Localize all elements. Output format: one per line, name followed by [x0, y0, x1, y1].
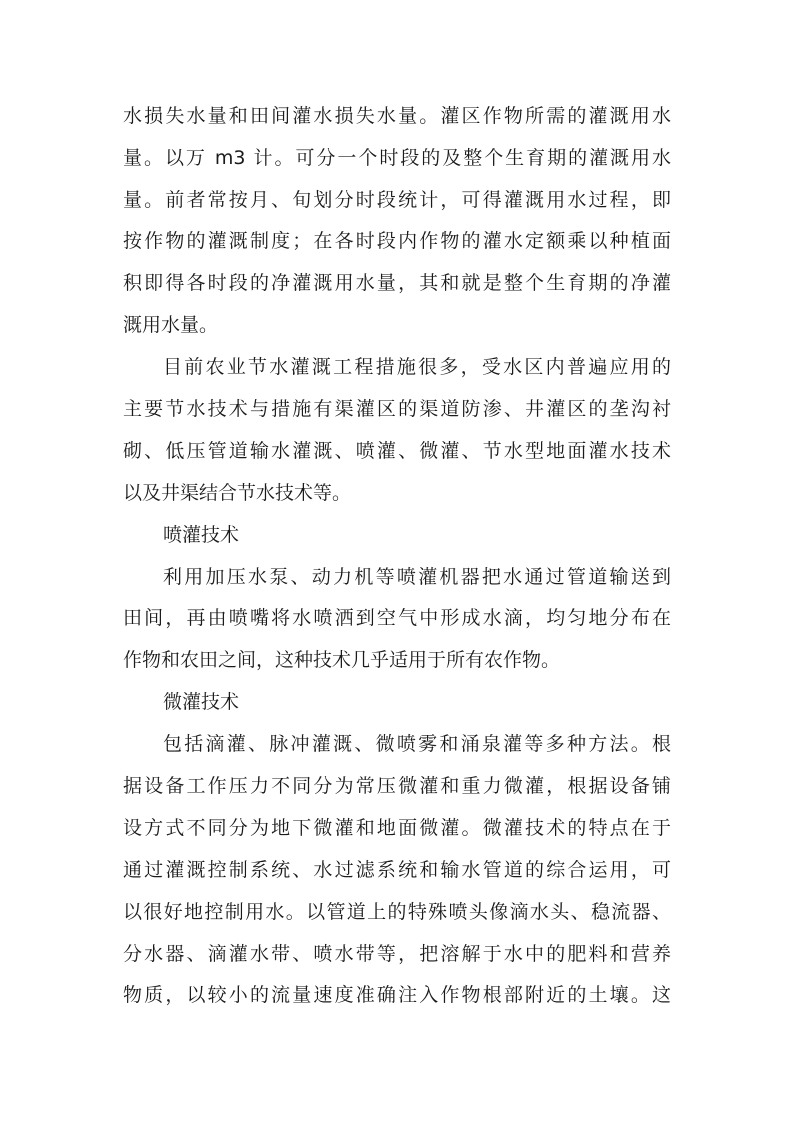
paragraph-line: 水损失水量和田间灌水损失水量。灌区作物所需的灌溉用水: [123, 105, 671, 127]
paragraph-line: 物质，以较小的流量速度准确注入作物根部附近的土壤。这: [123, 984, 671, 1006]
paragraph-line: 通过灌溉控制系统、水过滤系统和输水管道的综合运用，可: [123, 859, 671, 881]
paragraph-line: 砌、低压管道输水灌溉、喷灌、微灌、节水型地面灌水技术: [123, 440, 671, 462]
paragraph-line: 作物和农田之间，这种技术几乎适用于所有农作物。: [123, 649, 561, 671]
paragraph-line: 据设备工作压力不同分为常压微灌和重力微灌，根据设备铺: [123, 775, 671, 797]
paragraph-line: 积即得各时段的净灌溉用水量，其和就是整个生育期的净灌: [123, 272, 671, 294]
paragraph-line: 量。以万 m3 计。可分一个时段的及整个生育期的灌溉用水: [123, 147, 671, 169]
paragraph-line: 包括滴灌、脉冲灌溉、微喷雾和涌泉灌等多种方法。根: [163, 733, 671, 755]
paragraph-line: 分水器、滴灌水带、喷水带等，把溶解于水中的肥料和营养: [123, 943, 671, 965]
paragraph-line: 以及井渠结合节水技术等。: [123, 482, 352, 504]
section-heading: 喷灌技术: [163, 524, 240, 546]
paragraph-line: 按作物的灌溉制度；在各时段内作物的灌水定额乘以种植面: [123, 230, 671, 252]
paragraph-line: 目前农业节水灌溉工程措施很多，受水区内普遍应用的: [163, 356, 671, 378]
paragraph-line: 溉用水量。: [123, 314, 219, 336]
section-heading: 微灌技术: [163, 691, 240, 713]
paragraph-line: 以很好地控制用水。以管道上的特殊喷头像滴水头、稳流器、: [123, 901, 671, 923]
paragraph-line: 利用加压水泵、动力机等喷灌机器把水通过管道输送到: [163, 566, 671, 588]
paragraph-line: 设方式不同分为地下微灌和地面微灌。微灌技术的特点在于: [123, 817, 671, 839]
paragraph-line: 田间，再由喷嘴将水喷洒到空气中形成水滴，均匀地分布在: [123, 607, 671, 629]
paragraph-line: 主要节水技术与措施有渠灌区的渠道防渗、井灌区的垄沟衬: [123, 398, 671, 420]
paragraph-line: 量。前者常按月、旬划分时段统计，可得灌溉用水过程，即: [123, 189, 671, 211]
